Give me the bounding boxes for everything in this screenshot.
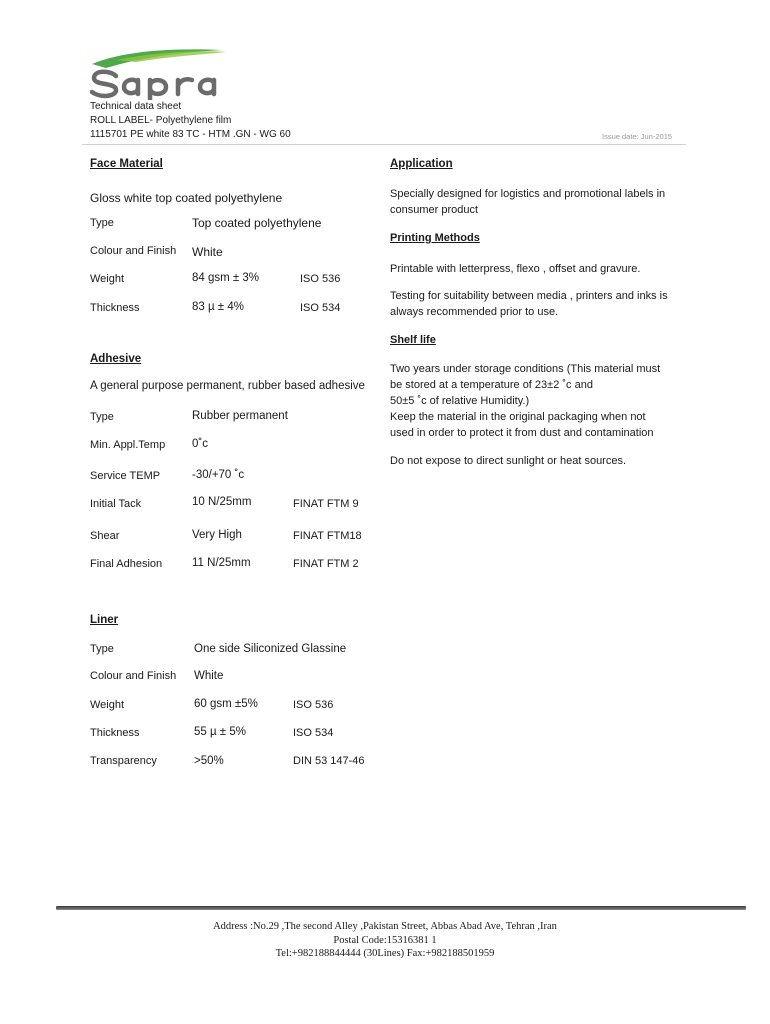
- min-appl-temp-value: 0˚c: [192, 438, 208, 450]
- final-adhesion-label: Final Adhesion: [90, 558, 163, 570]
- face-weight-standard: ISO 536: [300, 273, 341, 285]
- face-thickness-standard: ISO 534: [300, 302, 341, 314]
- min-appl-temp-label: Min. Appl.Temp: [90, 439, 166, 451]
- liner-colour-value: White: [194, 670, 224, 682]
- shelf-life-heading: Shelf life: [390, 334, 436, 346]
- application-text: Specially designed for logistics and promotional labels in consumer product: [390, 188, 666, 216]
- shelf-life-line-5: used in order to protect it from dust and contamination: [390, 427, 654, 439]
- liner-heading: Liner: [90, 614, 119, 626]
- face-material-description: Gloss white top coated polyethylene: [90, 191, 283, 205]
- adhesive-type-value: Rubber permanent: [192, 410, 288, 422]
- liner-weight-value: 60 gsm ±5%: [194, 698, 258, 710]
- liner-type-label: Type: [90, 643, 114, 655]
- issue-date: Issue date: Jun-2015: [602, 132, 673, 141]
- shear-standard: FINAT FTM18: [293, 530, 362, 542]
- initial-tack-label: Initial Tack: [90, 498, 142, 510]
- final-adhesion-standard: FINAT FTM 2: [293, 558, 359, 570]
- face-weight-value: 84 gsm ± 3%: [192, 272, 260, 284]
- face-type-value: Top coated polyethylene: [192, 216, 322, 230]
- printing-methods-text: Printable with letterpress, flexo , offset and gravure.: [390, 263, 641, 275]
- adhesive-description: A general purpose permanent, rubber based adhesive: [90, 380, 365, 392]
- shear-value: Very High: [192, 529, 242, 541]
- liner-transparency-value: >50%: [194, 755, 224, 767]
- footer-phone-fax: Tel:+982188844444 (30Lines) Fax:+982188501959: [275, 948, 495, 959]
- company-logo: [86, 44, 242, 100]
- footer-divider: [56, 906, 746, 910]
- initial-tack-value: 10 N/25mm: [192, 496, 252, 508]
- face-thickness-value: 83 µ ± 4%: [192, 301, 244, 313]
- liner-type-value: One side Siliconized Glassine: [194, 643, 347, 655]
- liner-transparency-label: Transparency: [90, 755, 157, 767]
- logo-leaf-icon: [86, 44, 242, 100]
- liner-thickness-label: Thickness: [90, 727, 140, 739]
- shelf-life-line-1: Two years under storage conditions (This material must: [390, 363, 661, 375]
- liner-thickness-standard: ISO 534: [293, 727, 334, 739]
- liner-weight-label: Weight: [90, 699, 125, 711]
- shelf-life-line-6: Do not expose to direct sunlight or heat sources.: [390, 455, 627, 467]
- liner-transparency-standard: DIN 53 147-46: [293, 755, 365, 767]
- printing-testing-text: Testing for suitability between media , printers and inks is always recommended prior to use.: [390, 290, 668, 318]
- adhesive-heading: Adhesive: [90, 353, 142, 365]
- service-temp-label: Service TEMP: [90, 470, 161, 482]
- footer-postal-code: Postal Code:15316381 1: [333, 935, 437, 946]
- product-category: ROLL LABEL- Polyethylene film: [90, 115, 232, 126]
- face-colour-label: Colour and Finish: [90, 245, 177, 257]
- initial-tack-standard: FINAT FTM 9: [293, 498, 359, 510]
- adhesive-type-label: Type: [90, 411, 114, 423]
- liner-weight-standard: ISO 536: [293, 699, 334, 711]
- face-material-heading: Face Material: [90, 158, 163, 170]
- product-code: 1115701 PE white 83 TC - HTM .GN - WG 60: [90, 129, 291, 140]
- face-weight-label: Weight: [90, 273, 125, 285]
- printing-methods-heading: Printing Methods: [390, 232, 480, 244]
- application-heading: Application: [390, 158, 453, 170]
- footer-address: Address :No.29 ,The second Alley ,Pakistan Street, Abbas Abad Ave, Tehran ,Iran: [213, 921, 557, 932]
- liner-thickness-value: 55 µ ± 5%: [194, 726, 246, 738]
- face-colour-value: White: [192, 245, 223, 259]
- shelf-life-line-2: be stored at a temperature of 23±2 ˚c and: [390, 379, 593, 391]
- shear-label: Shear: [90, 530, 120, 542]
- shelf-life-line-3: 50±5 ˚c of relative Humidity.): [390, 395, 530, 407]
- liner-colour-label: Colour and Finish: [90, 670, 177, 682]
- final-adhesion-value: 11 N/25mm: [192, 557, 251, 569]
- service-temp-value: -30/+70 ˚c: [192, 469, 245, 481]
- face-thickness-label: Thickness: [90, 302, 140, 314]
- shelf-life-line-4: Keep the material in the original packaging when not: [390, 411, 646, 423]
- face-type-label: Type: [90, 217, 114, 229]
- doc-type: Technical data sheet: [90, 101, 182, 112]
- header-divider: [82, 144, 686, 145]
